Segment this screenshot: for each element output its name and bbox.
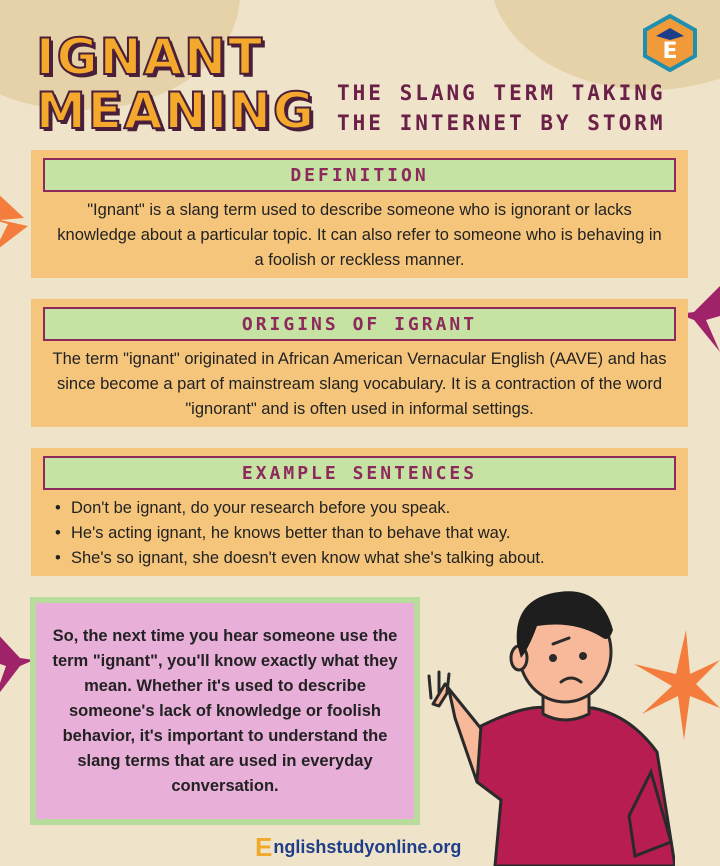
definition-card (31, 150, 688, 278)
conclusion-text: So, the next time you hear someone use the term "ignant", you'll know exactly what they mean. Whether it's used to describe someone's lack of knowledge or foolish behavior, it's important to understand the slang terms that are used in everyday conversation. (52, 626, 398, 795)
page-subtitle (337, 78, 707, 138)
conclusion-panel (30, 597, 420, 825)
subtitle-line-1: THE SLANG TERM TAKING (337, 81, 666, 105)
example-item: • He's acting ignant, he knows better than to behave that way. (55, 521, 664, 546)
examples-list (31, 496, 688, 571)
brand-url: nglishstudyonline.org (273, 837, 462, 857)
definition-text: "Ignant" is a slang term used to describe someone who is ignorant or lacks knowledge about a particular topic. It can also refer to someone who is behaving in a foolish or reckless manner. (57, 201, 662, 269)
origins-heading: ORIGINS OF IGRANT (43, 307, 676, 341)
example-item: • Don't be ignant, do your research before you speak. (55, 496, 664, 521)
page-title (36, 30, 336, 138)
brand-logo-icon (642, 14, 698, 72)
confused-boy-illustration (425, 586, 675, 866)
origins-card (31, 299, 688, 427)
example-item: • She's so ignant, she doesn't even know what she's talking about. (55, 546, 664, 571)
examples-heading: EXAMPLE SENTENCES (43, 456, 676, 490)
examples-card (31, 448, 688, 576)
origins-text: The term "ignant" originated in African American Vernacular English (AAVE) and has since become a part of mainstream slang vocabulary. It is a contraction of the word "ignorant" and is often used in informal settings. (52, 350, 667, 418)
site-brand[interactable] (255, 832, 461, 863)
brand-logo-letter: E (255, 832, 273, 862)
starburst-left-orange (0, 180, 34, 260)
svg-text:E: E (662, 39, 678, 64)
title-line-2: MEANING (36, 82, 316, 140)
definition-heading: DEFINITION (43, 158, 676, 192)
title-line-1: IGNANT (36, 28, 265, 86)
subtitle-line-2: THE INTERNET BY STORM (337, 111, 666, 135)
